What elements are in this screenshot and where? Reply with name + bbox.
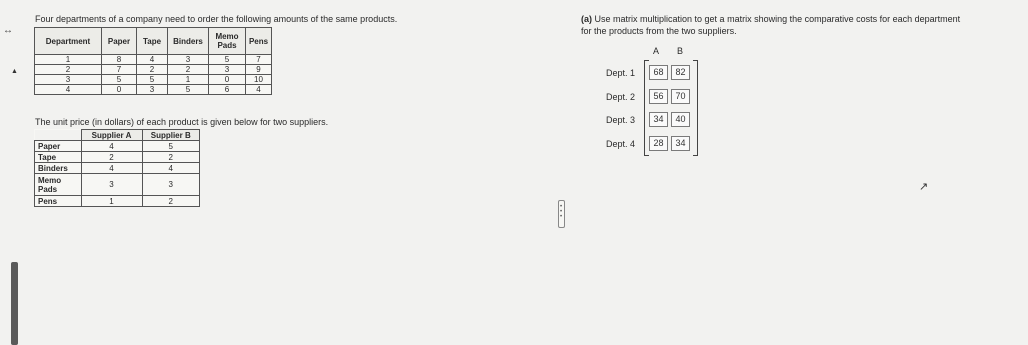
matrix-input-dept2-a[interactable]: 56 — [649, 89, 668, 104]
table-cell: 5 — [209, 55, 246, 65]
matrix-input-dept3-b[interactable]: 40 — [671, 112, 690, 127]
table-cell: 4 — [35, 85, 102, 95]
table-cell: 10 — [246, 75, 272, 85]
matrix-col-label-b: B — [677, 46, 684, 56]
sidebar-scroll-handle[interactable] — [11, 262, 18, 345]
problem-intro: Four departments of a company need to order the following amounts of the same products. — [35, 14, 398, 24]
orders-header-binders: Binders — [168, 28, 209, 55]
table-cell: 4 — [81, 141, 142, 152]
table-cell: 2 — [137, 65, 168, 75]
row-label: Binders — [35, 163, 82, 174]
table-cell: 4 — [142, 163, 200, 174]
table-cell: 7 — [246, 55, 272, 65]
table-row — [35, 65, 272, 75]
table-cell: 2 — [142, 196, 200, 207]
part-a-text-line2: for the products from the two suppliers. — [581, 26, 737, 36]
row-label: Pens — [35, 196, 82, 207]
table-cell: 4 — [137, 55, 168, 65]
table-cell: 4 — [246, 85, 272, 95]
table-cell: 3 — [137, 85, 168, 95]
table-row — [35, 55, 272, 65]
table-cell: 3 — [168, 55, 209, 65]
row-label: Memo Pads — [35, 174, 82, 196]
matrix-row-label: Dept. 1 — [606, 68, 636, 78]
table-cell: 0 — [102, 85, 137, 95]
matrix-row-label: Dept. 4 — [606, 139, 636, 149]
matrix-input-dept2-b[interactable]: 70 — [671, 89, 690, 104]
table-cell: 2 — [81, 152, 142, 163]
orders-table — [34, 27, 272, 95]
table-cell: 1 — [168, 75, 209, 85]
orders-header-pens: Pens — [246, 28, 272, 55]
table-cell: 9 — [246, 65, 272, 75]
matrix-input-dept4-b[interactable]: 34 — [671, 136, 690, 151]
table-cell: 8 — [102, 55, 137, 65]
table-cell: 0 — [209, 75, 246, 85]
table-cell: 6 — [209, 85, 246, 95]
table-row — [35, 163, 200, 174]
divider-handle-dots-icon: • • • — [560, 204, 563, 220]
matrix-right-bracket — [693, 60, 698, 156]
price-header-supplier-b: Supplier B — [142, 130, 200, 141]
table-row — [35, 85, 272, 95]
table-row — [35, 152, 200, 163]
row-label: Paper — [35, 141, 82, 152]
table-cell: 1 — [81, 196, 142, 207]
matrix-row-label: Dept. 3 — [606, 115, 636, 125]
table-cell: 5 — [142, 141, 200, 152]
price-table — [34, 129, 200, 207]
table-cell: 1 — [35, 55, 102, 65]
part-a-label: (a) — [581, 14, 592, 24]
price-header-row — [35, 130, 200, 141]
price-header-blank — [35, 130, 82, 141]
left-arrow-icon[interactable]: ↔ — [3, 25, 13, 36]
price-header-supplier-a: Supplier A — [81, 130, 142, 141]
table-cell: 3 — [35, 75, 102, 85]
matrix-row-label: Dept. 2 — [606, 92, 636, 102]
row-label: Tape — [35, 152, 82, 163]
matrix-col-label-a: A — [653, 46, 660, 56]
table-cell: 5 — [168, 85, 209, 95]
table-cell: 3 — [142, 174, 200, 196]
table-cell: 5 — [102, 75, 137, 85]
table-cell: 4 — [81, 163, 142, 174]
orders-header-department: Department — [35, 28, 102, 55]
table-row — [35, 196, 200, 207]
table-cell: 2 — [168, 65, 209, 75]
part-a-question — [581, 14, 960, 24]
table-cell: 2 — [35, 65, 102, 75]
cursor-arrow-icon: ↗ — [919, 181, 929, 193]
orders-header-tape: Tape — [137, 28, 168, 55]
matrix-input-dept1-b[interactable]: 82 — [671, 65, 690, 80]
part-a-text-line1: Use matrix multiplication to get a matrix showing the comparative costs for each department — [594, 14, 961, 24]
unit-price-text: The unit price (in dollars) of each product is given below for two suppliers. — [35, 117, 329, 127]
table-row — [35, 75, 272, 85]
table-row — [35, 174, 200, 196]
table-row — [35, 141, 200, 152]
table-cell: 7 — [102, 65, 137, 75]
table-cell: 2 — [142, 152, 200, 163]
matrix-input-dept1-a[interactable]: 68 — [649, 65, 668, 80]
table-cell: 3 — [81, 174, 142, 196]
orders-header-row — [35, 28, 272, 55]
matrix-input-dept4-a[interactable]: 28 — [649, 136, 668, 151]
orders-header-memo-pads: Memo Pads — [209, 28, 246, 55]
matrix-input-dept3-a[interactable]: 34 — [649, 112, 668, 127]
table-cell: 5 — [137, 75, 168, 85]
table-cell: 3 — [209, 65, 246, 75]
up-triangle-icon: ▲ — [11, 68, 18, 75]
orders-header-paper: Paper — [102, 28, 137, 55]
